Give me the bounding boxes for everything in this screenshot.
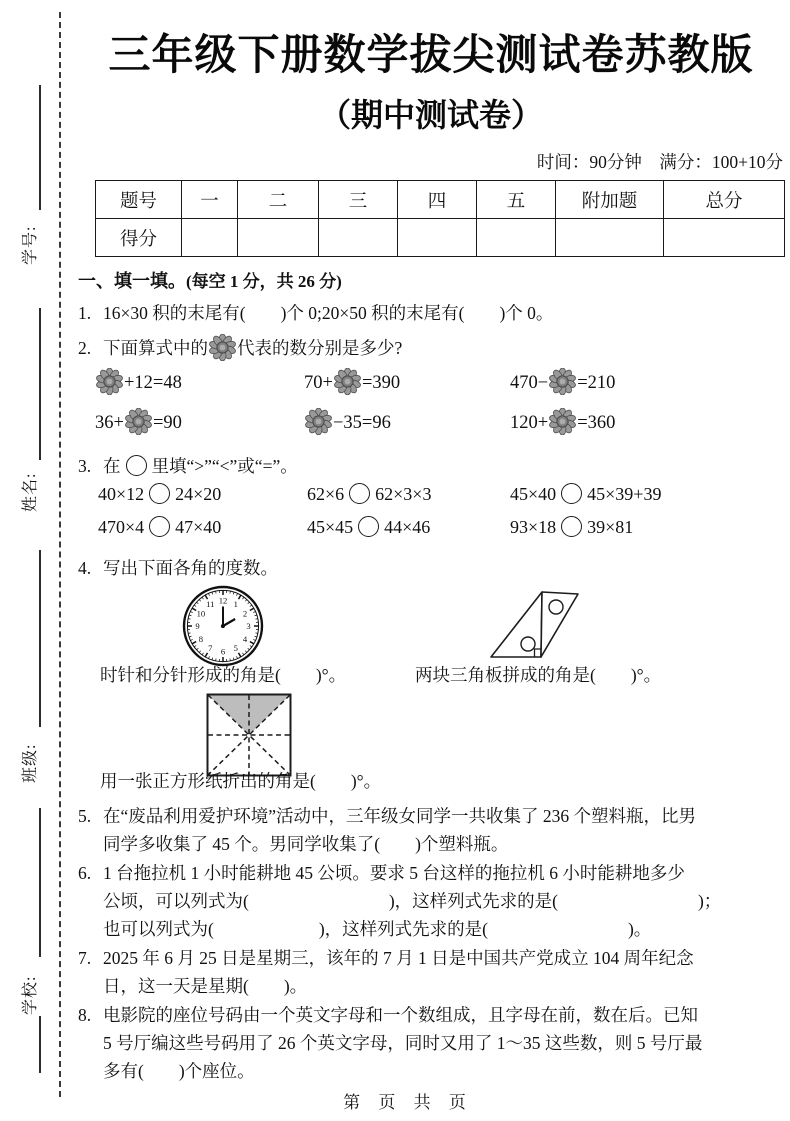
question-7-line: 2025 年 6 月 25 日是星期三，该年的 7 月 1 日是中国共产党成立 104 周年纪念 <box>103 948 694 968</box>
comparison: 45×45 44×46 <box>307 517 431 537</box>
question-3-number: 3. <box>78 456 92 476</box>
clock-figure <box>182 585 264 672</box>
page-footer: 第 页 共 页 <box>343 1093 473 1112</box>
section-one-note: (每空 1 分，共 26 分) <box>186 272 342 291</box>
question-8 <box>78 1001 785 1085</box>
question-6-line: 公顷，可以列式为( )，这样列式先求的是( )； <box>103 891 722 911</box>
question-6 <box>78 859 785 943</box>
question-4-number: 4. <box>78 558 92 578</box>
score-cell <box>319 219 398 257</box>
comparison-circle <box>149 483 170 504</box>
name-label: 姓名: <box>22 472 39 512</box>
svg-text:3: 3 <box>246 621 251 631</box>
comparison-circle <box>126 455 147 476</box>
class-label: 班级: <box>22 743 39 783</box>
question-8-line: 电影院的座位号码由一个英文字母和一个数组成，且字母在前，数在后。已知 <box>103 1005 698 1025</box>
question-3 <box>78 452 785 480</box>
sunflower-icon <box>549 368 576 395</box>
svg-text:6: 6 <box>220 646 226 657</box>
score-cell <box>238 219 319 257</box>
question-3-comparisons <box>98 483 778 538</box>
question-6-line: 也可以列式为( )，这样列式先求的是( )。 <box>103 919 652 939</box>
score-table-cell: 四 <box>398 181 477 219</box>
class-blank-line <box>39 550 41 727</box>
score-table-cell: 总分 <box>664 181 785 219</box>
equation: 120+ =360 <box>510 408 775 435</box>
score-table-cell: 附加题 <box>556 181 664 219</box>
question-4-text: 写出下面各角的度数。 <box>103 558 278 578</box>
sunflower-icon <box>209 334 236 361</box>
clock-face-two-oclock <box>182 585 264 667</box>
svg-text:12: 12 <box>218 595 228 606</box>
time-score-info: 时间：90分钟 满分：100+10分 <box>536 152 783 172</box>
school-blank-line <box>39 808 41 957</box>
sunflower-icon <box>125 408 152 435</box>
equation: 70+ =390 <box>304 368 510 395</box>
student-id-label: 学号: <box>22 225 39 265</box>
school-label: 学校: <box>22 975 39 1015</box>
score-table-header-row <box>96 181 785 219</box>
score-cell <box>182 219 238 257</box>
score-row-label: 得分 <box>96 219 182 257</box>
folded-square-paper <box>206 693 292 777</box>
sunflower-icon <box>549 408 576 435</box>
svg-text:8: 8 <box>198 633 204 644</box>
score-table-cell: 二 <box>238 181 319 219</box>
school-blank-line-2 <box>39 1016 41 1073</box>
question-5-number: 5. <box>78 806 92 826</box>
question-8-line: 5 号厅编这些号码用了 26 个英文字母，同时又用了 1～35 这些数，则 5 号厅最 <box>103 1033 703 1053</box>
question-8-line: 多有( )个座位。 <box>103 1061 255 1081</box>
score-table-cell: 一 <box>182 181 238 219</box>
comparison-circle <box>561 516 582 537</box>
question-5-line: 在“废品利用爱护环境”活动中，三年级女同学一共收集了 236 个塑料瓶，比男 <box>103 806 697 826</box>
score-table-cell: 题号 <box>96 181 182 219</box>
triangles-caption: 两块三角板拼成的角是( )°。 <box>415 665 662 685</box>
section-one-title: 一、填一填。 <box>78 271 186 291</box>
svg-text:9: 9 <box>195 621 200 631</box>
svg-text:2: 2 <box>242 608 248 619</box>
question-8-number: 8. <box>78 1005 92 1025</box>
comparison: 93×18 39×81 <box>510 517 634 537</box>
square-caption: 用一张正方形纸折出的角是( )°。 <box>100 771 382 791</box>
question-6-line: 1 台拖拉机 1 小时能耕地 45 公顷。要求 5 台这样的拖拉机 6 小时能耕地多少 <box>103 863 685 883</box>
comparison-circle <box>349 483 370 504</box>
section-one-heading <box>78 267 342 293</box>
question-5-line: 同学多收集了 45 个。男同学收集了( )个塑料瓶。 <box>103 834 509 854</box>
sunflower-icon <box>305 408 332 435</box>
question-7-number: 7. <box>78 948 92 968</box>
question-1-text: 16×30 积的末尾有( )个 0;20×50 积的末尾有( )个 0。 <box>103 303 554 323</box>
comparison-circle <box>149 516 170 537</box>
svg-text:5: 5 <box>233 643 238 654</box>
comparison: 470×4 47×40 <box>98 517 222 537</box>
comparison: 62×6 62×3×3 <box>307 484 432 504</box>
equation: −35=96 <box>304 408 510 435</box>
score-table-cell: 三 <box>319 181 398 219</box>
equation: +12=48 <box>95 368 304 395</box>
set-squares-figure <box>487 583 583 666</box>
question-1 <box>78 299 785 327</box>
score-table-score-row <box>96 219 785 257</box>
question-6-number: 6. <box>78 863 92 883</box>
svg-text:10: 10 <box>196 608 206 619</box>
svg-text:7: 7 <box>208 643 213 654</box>
score-cell <box>556 219 664 257</box>
student-id-blank-line <box>39 85 41 210</box>
binding-dashed-line <box>59 12 61 1097</box>
sunflower-icon <box>96 368 123 395</box>
name-blank-line <box>39 308 41 460</box>
question-2-text: 下面算式中的 代表的数分别是多少? <box>103 334 785 362</box>
comparison: 45×40 45×39+39 <box>510 484 662 504</box>
sunflower-icon <box>334 368 361 395</box>
page-title: 三年级下册数学拔尖测试卷苏教版 <box>108 31 754 78</box>
question-2 <box>78 334 785 362</box>
question-2-equations <box>95 368 775 435</box>
score-cell <box>398 219 477 257</box>
page-subtitle: （期中测试卷） <box>318 97 543 133</box>
score-table <box>95 180 785 257</box>
score-cell <box>664 219 785 257</box>
svg-text:11: 11 <box>206 598 215 609</box>
score-cell <box>477 219 556 257</box>
comparison: 40×12 24×20 <box>98 484 222 504</box>
svg-text:1: 1 <box>233 598 238 609</box>
equation: 470− =210 <box>510 368 775 395</box>
svg-text:4: 4 <box>242 633 248 644</box>
score-table-cell: 五 <box>477 181 556 219</box>
question-3-text: 在 里填“>”“<”或“=”。 <box>103 456 298 476</box>
equation: 36+ =90 <box>95 408 304 435</box>
question-7-line: 日，这一天是星期( )。 <box>103 976 308 996</box>
comparison-circle <box>358 516 379 537</box>
question-7 <box>78 944 785 1000</box>
question-1-number: 1. <box>78 303 92 323</box>
comparison-circle <box>561 483 582 504</box>
question-4 <box>78 554 785 582</box>
two-triangle-rulers <box>487 583 583 661</box>
clock-caption: 时针和分针形成的角是( )°。 <box>100 665 347 685</box>
question-5 <box>78 802 785 858</box>
question-2-number: 2. <box>78 338 92 358</box>
